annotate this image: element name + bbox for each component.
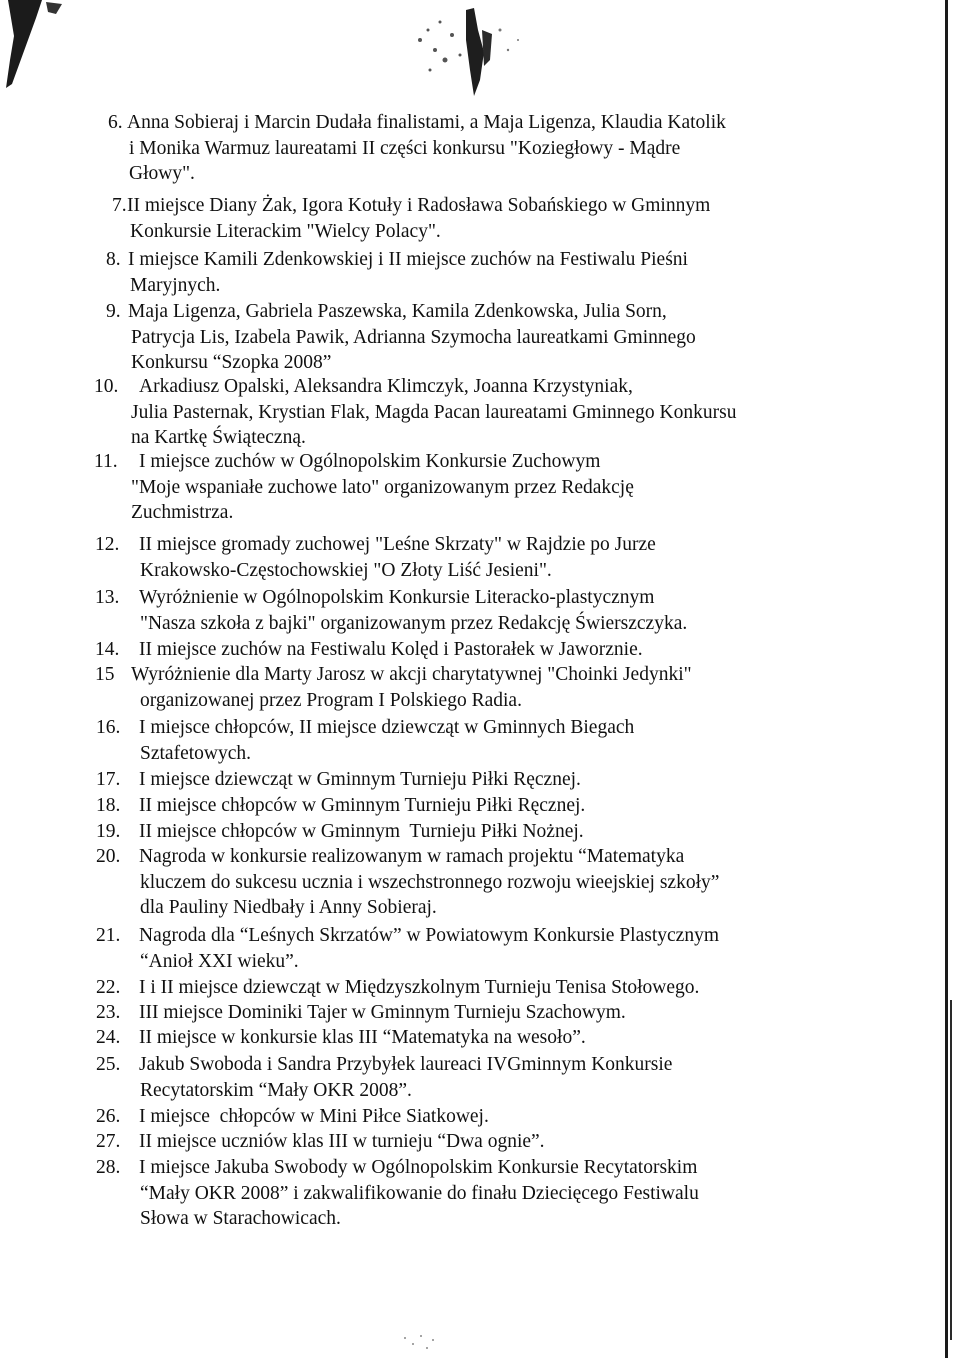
- item-text-line: Maryjnych.: [130, 274, 221, 296]
- item-number: 24.: [96, 1027, 121, 1048]
- item-text-line: Nagroda w konkursie realizowanym w ramach projektu “Matematyka: [139, 846, 685, 867]
- item-number: 20.: [96, 846, 121, 867]
- item-text-line: II miejsce w konkursie klas III “Matematyka na wesoło”.: [139, 1027, 586, 1048]
- item-text-line: I i II miejsce dziewcząt w Międzyszkolnym Turnieju Tenisa Stołowego.: [139, 977, 700, 998]
- item-number: 21.: [96, 925, 121, 946]
- item-text-line: Arkadiusz Opalski, Aleksandra Klimczyk, Joanna Krzystyniak,: [139, 376, 633, 397]
- item-text-line: Zuchmistrza.: [131, 502, 234, 523]
- item-text-line: “Anioł XXI wieku”.: [140, 950, 299, 972]
- item-text-line: III miejsce Dominiki Tajer w Gminnym Turnieju Szachowym.: [139, 1002, 626, 1023]
- item-text-line: I miejsce zuchów w Ogólnopolskim Konkursie Zuchowym: [139, 451, 601, 472]
- scan-edge-line-lower: [950, 1000, 952, 1340]
- item-text-line: II miejsce gromady zuchowej "Leśne Skrzaty" w Rajdzie po Jurze: [139, 534, 656, 555]
- item-text-line: "Nasza szkoła z bajki" organizowanym przez Redakcję Świerszczyka.: [140, 612, 688, 634]
- item-text-line: II miejsce chłopców w Gminnym Turnieju Piłki Ręcznej.: [139, 795, 586, 816]
- item-text-line: Sztafetowych.: [140, 742, 252, 764]
- scan-smudge-top-left: [2, 0, 72, 90]
- item-text-line: I miejsce chłopców w Mini Piłce Siatkowej.: [139, 1106, 489, 1127]
- item-text-line: “Mały OKR 2008” i zakwalifikowanie do finału Dziecięcego Festiwalu: [140, 1182, 699, 1204]
- item-number: 15: [95, 664, 115, 685]
- scan-specks-bottom: [395, 1330, 445, 1355]
- item-text-line: kluczem do sukcesu ucznia i wszechstronnego rozwoju wieejskiej szkoły”: [140, 871, 720, 893]
- item-text-line: Jakub Swoboda i Sandra Przybyłek laureaci IVGminnym Konkursie: [139, 1054, 673, 1075]
- item-text-line: na Kartkę Świąteczną.: [131, 427, 306, 448]
- item-number: 12.: [95, 534, 120, 555]
- item-number: 11.: [94, 451, 118, 472]
- item-number: 10.: [94, 376, 119, 397]
- scan-smudge-top: [400, 0, 540, 110]
- item-number: 19.: [96, 821, 121, 842]
- item-number: 25.: [96, 1054, 121, 1075]
- item-text-line: I miejsce dziewcząt w Gminnym Turnieju Piłki Ręcznej.: [139, 769, 581, 790]
- item-text-line: organizowanej przez Program I Polskiego Radia.: [140, 689, 522, 711]
- item-text-line: Wyróżnienie w Ogólnopolskim Konkursie Literacko-plastycznym: [139, 587, 655, 608]
- item-number: 18.: [96, 795, 121, 816]
- item-text-line: i Monika Warmuz laureatami II części konkursu "Koziegłowy - Mądre: [129, 137, 681, 159]
- item-text-line: Konkursu “Szopka 2008”: [131, 352, 332, 373]
- item-number: 14.: [95, 639, 120, 660]
- item-text-line: Głowy".: [129, 163, 195, 184]
- item-text-line: Maja Ligenza, Gabriela Paszewska, Kamila Zdenkowska, Julia Sorn,: [128, 301, 667, 322]
- item-number: 7.: [112, 195, 127, 216]
- item-number: 13.: [95, 587, 120, 608]
- item-text-line: Krakowsko-Częstochowskiej "O Złoty Liść Jesieni".: [140, 559, 552, 581]
- item-text-line: Recytatorskim “Mały OKR 2008”.: [140, 1079, 412, 1101]
- item-text-line: I miejsce chłopców, II miejsce dziewcząt w Gminnych Biegach: [139, 717, 635, 738]
- item-text-line: "Moje wspaniałe zuchowe lato" organizowanym przez Redakcję: [131, 476, 634, 498]
- item-number: 17.: [96, 769, 121, 790]
- item-number: 23.: [96, 1002, 121, 1023]
- item-text-line: Julia Pasternak, Krystian Flak, Magda Pacan laureatami Gminnego Konkursu: [131, 401, 737, 423]
- item-number: 8.: [106, 249, 121, 270]
- item-text-line: Nagroda dla “Leśnych Skrzatów” w Powiatowym Konkursie Plastycznym: [139, 925, 719, 946]
- item-text-line: I miejsce Kamili Zdenkowskiej i II miejsce zuchów na Festiwalu Pieśni: [128, 249, 688, 270]
- item-number: 28.: [96, 1157, 121, 1178]
- scan-edge-line: [945, 0, 948, 1358]
- item-text-line: Patrycja Lis, Izabela Pawik, Adrianna Szymocha laureatkami Gminnego: [131, 326, 696, 348]
- item-number: 27.: [96, 1131, 121, 1152]
- item-number: 16.: [96, 717, 121, 738]
- item-text-line: Wyróżnienie dla Marty Jarosz w akcji charytatywnej "Choinki Jedynki": [131, 664, 692, 685]
- item-text-line: dla Pauliny Niedbały i Anny Sobieraj.: [140, 897, 437, 918]
- item-text-line: Słowa w Starachowicach.: [140, 1208, 341, 1229]
- item-number: 9.: [106, 301, 121, 322]
- item-text-line: II miejsce chłopców w Gminnym Turnieju Piłki Nożnej.: [139, 821, 584, 842]
- item-text-line: I miejsce Jakuba Swobody w Ogólnopolskim Konkursie Recytatorskim: [139, 1157, 698, 1178]
- item-number: 6.: [108, 112, 123, 133]
- item-text-line: Anna Sobieraj i Marcin Dudała finalistami, a Maja Ligenza, Klaudia Katolik: [127, 112, 726, 133]
- item-number: 22.: [96, 977, 121, 998]
- item-text-line: II miejsce Diany Żak, Igora Kotuły i Radosława Sobańskiego w Gminnym: [127, 195, 711, 216]
- item-text-line: II miejsce zuchów na Festiwalu Kolęd i Pastorałek w Jaworznie.: [139, 639, 643, 660]
- item-text-line: Konkursie Literackim "Wielcy Polacy".: [130, 220, 441, 242]
- item-number: 26.: [96, 1106, 121, 1127]
- item-text-line: II miejsce uczniów klas III w turnieju “Dwa ognie”.: [139, 1131, 545, 1152]
